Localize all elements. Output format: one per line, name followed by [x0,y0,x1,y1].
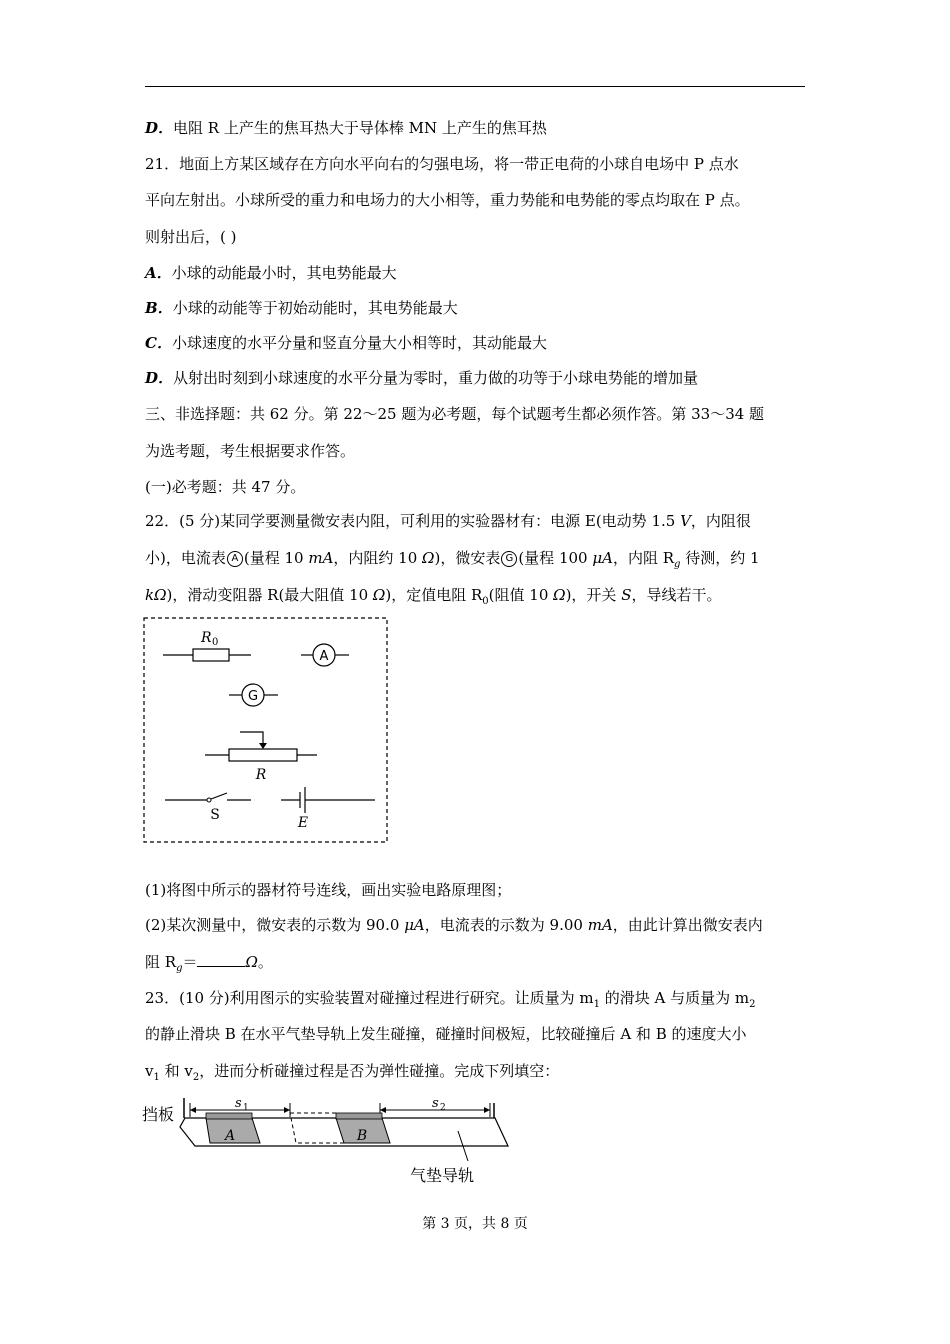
s2-label: s [432,1096,439,1111]
r0-subscript: 0 [212,637,219,648]
q23-line1: 23．(10 分)利用图示的实验装置对碰撞过程进行研究。让质量为 $m_1$ 的滑块 A 与质量为 $m_2$ [145,989,756,1010]
resistor-r0-symbol [163,630,251,661]
slider-a-label: A [224,1128,236,1144]
q22-sub2-line2: 阻 $R_g= \Omega$。 [145,953,273,974]
rheostat-component [205,732,317,783]
switch-component [165,793,251,823]
q23-line2: 的静止滑块 B 在水平气垫导轨上发生碰撞，碰撞时间极短，比较碰撞后 A 和 B 的速度大小 [145,1025,747,1043]
q21-stem-line3: 则射出后，( ) [145,228,237,246]
ammeter-label: A [319,649,329,664]
galvanometer-component [229,684,278,706]
s1-label: s [235,1096,242,1111]
battery-component [281,787,375,831]
galvanometer-label: G [247,689,259,704]
q21-option-d: D．从射出时刻到小球速度的水平分量为零时，重力做的功等于小球电势能的增加量 [145,369,699,387]
q23-line3: $v_1$ 和 $v_2$，进而分析碰撞过程是否为弹性碰撞。完成下列填空： [145,1062,560,1083]
galvanometer-symbol: G [501,551,517,567]
q21-option-b: B．小球的动能等于初始动能时，其电势能最大 [145,299,458,317]
rheostat-label: R [255,767,267,783]
q22-sub2-line1: (2)某次测量中，微安表的示数为 90.0 μA，电流表的示数为 9.00 mA，由此计算出微安表内 [145,916,763,934]
s2-subscript: 2 [440,1103,446,1113]
answer-blank[interactable] [197,952,245,967]
q21-stem-line1: 21．地面上方某区域存在方向水平向右的匀强电场，将一带正电荷的小球自电场中 P 点水 [145,155,739,173]
section3-line2: 为选考题，考生根据要求作答。 [145,442,356,460]
q20-option-d: D．电阻 R 上产生的焦耳热大于导体棒 MN 上产生的焦耳热 [145,119,547,137]
q21-option-a: A．小球的动能最小时，其电势能最大 [145,264,397,282]
q22-sub1: (1)将图中所示的器材符号连线，画出实验电路原理图； [145,881,512,899]
section3-part1: (一)必考题：共 47 分。 [145,478,306,496]
q21-stem-line2: 平向左射出。小球所受的重力和电场力的大小相等，重力势能和电势能的零点均取在 P 点。 [145,191,750,209]
section3-line1: 三、非选择题：共 62 分。第 22～25 题为必考题，每个试题考生都必须作答。第 33～34 题 [145,405,765,423]
header-rule [145,86,805,87]
battery-label: E [297,815,309,831]
baffle-label: 挡板 [142,1105,175,1124]
ammeter-symbol: A [227,551,243,567]
r0-label: R [201,630,212,646]
q21-option-c: C．小球速度的水平分量和竖直分量大小相等时，其动能最大 [145,334,547,352]
air-track-figure [140,1095,520,1190]
q22-line1: 22．(5 分)某同学要测量微安表内阻，可利用的实验器材有：电源 E(电动势 1.5 V，内阻很 [145,512,751,530]
air-track-label: 气垫导轨 [410,1166,475,1185]
q22-line2: 小)，电流表 A (量程 10 mA，内阻约 10 Ω)，微安表 G (量程 100 μA，内阻 $R_g$ 待测，约 1 [145,549,760,570]
circuit-components-figure [143,617,388,843]
switch-label: S [210,807,220,823]
q22-line3: kΩ)，滑动变阻器 R(最大阻值 10 Ω)，定值电阻 $R_0$(阻值 10 Ω)，开关 S，导线若干。 [145,586,722,607]
page-footer: 第 3 页，共 8 页 [422,1216,528,1232]
ammeter-component [301,644,349,666]
slider-b-label: B [356,1128,368,1144]
s1-subscript: 1 [243,1103,249,1113]
